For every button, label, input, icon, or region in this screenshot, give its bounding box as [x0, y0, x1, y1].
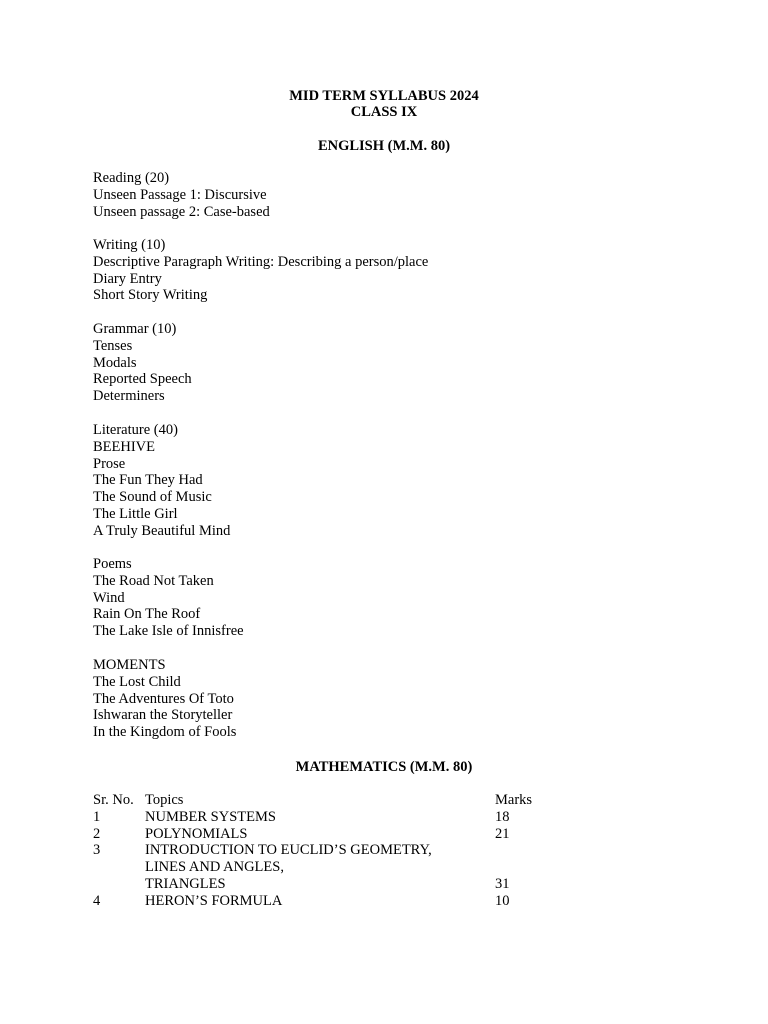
- reading-title: Reading (20): [93, 170, 170, 186]
- table-row: [93, 809, 653, 826]
- poems-section: [93, 556, 693, 640]
- row-sr-no: 3: [93, 842, 101, 859]
- column-header-marks: Marks: [495, 792, 533, 808]
- row-sr-no: 4: [93, 892, 101, 909]
- list-item: The Sound of Music: [93, 489, 212, 506]
- list-item: The Fun They Had: [93, 472, 203, 489]
- list-item: Unseen Passage 1: Discursive: [93, 186, 267, 203]
- row-marks: 31: [495, 875, 510, 892]
- table-row: [93, 842, 653, 859]
- table-row: [93, 826, 653, 843]
- grammar-section: [93, 321, 693, 405]
- list-item: Diary Entry: [93, 270, 162, 287]
- list-item: A Truly Beautiful Mind: [93, 522, 231, 539]
- row-sr-no: 2: [93, 825, 101, 842]
- moments-section: [93, 657, 693, 741]
- literature-section: [93, 422, 693, 540]
- list-item: Unseen passage 2: Case-based: [93, 203, 270, 220]
- row-topic: INTRODUCTION TO EUCLID’S GEOMETRY,: [145, 842, 432, 859]
- list-item: The Little Girl: [93, 505, 178, 522]
- english-heading: ENGLISH (M.M. 80): [317, 138, 451, 154]
- row-marks: 21: [495, 825, 510, 842]
- row-sr-no: 1: [93, 808, 101, 825]
- document-title: MID TERM SYLLABUS 2024: [289, 88, 479, 104]
- row-topic: LINES AND ANGLES,: [145, 859, 284, 876]
- grammar-title: Grammar (10): [93, 321, 177, 337]
- prose-label: Prose: [93, 455, 126, 472]
- row-topic: POLYNOMIALS: [145, 825, 248, 842]
- poems-label: Poems: [93, 556, 132, 572]
- literature-title: Literature (40): [93, 422, 178, 438]
- list-item: Determiners: [93, 388, 165, 405]
- row-topic: HERON’S FORMULA: [145, 892, 283, 909]
- table-row: [93, 893, 653, 910]
- row-topic: TRIANGLES: [145, 875, 226, 892]
- class-label: CLASS IX: [350, 104, 418, 120]
- mathematics-table: [93, 792, 653, 910]
- table-row: [93, 876, 653, 893]
- list-item: Modals: [93, 354, 137, 371]
- list-item: Wind: [93, 589, 125, 606]
- table-row: [93, 859, 653, 876]
- row-topic: NUMBER SYSTEMS: [145, 808, 276, 825]
- table-header-row: [93, 792, 653, 809]
- list-item: Reported Speech: [93, 371, 192, 388]
- list-item: The Lake Isle of Innisfree: [93, 623, 244, 640]
- list-item: Short Story Writing: [93, 287, 208, 304]
- mathematics-heading: MATHEMATICS (M.M. 80): [295, 759, 473, 775]
- writing-section: [93, 237, 693, 304]
- list-item: Tenses: [93, 337, 133, 354]
- writing-title: Writing (10): [93, 237, 166, 253]
- moments-label: MOMENTS: [93, 657, 166, 673]
- list-item: In the Kingdom of Fools: [93, 724, 237, 741]
- list-item: The Road Not Taken: [93, 572, 214, 589]
- row-marks: 10: [495, 892, 510, 909]
- book-title-beehive: BEEHIVE: [93, 438, 156, 455]
- list-item: Rain On The Roof: [93, 606, 201, 623]
- list-item: Descriptive Paragraph Writing: Describing a person/place: [93, 253, 429, 270]
- reading-section: [93, 170, 693, 220]
- row-marks: 18: [495, 808, 510, 825]
- column-header-sr-no: Sr. No.: [93, 792, 134, 808]
- column-header-topics: Topics: [145, 792, 184, 808]
- list-item: Ishwaran the Storyteller: [93, 707, 233, 724]
- list-item: The Adventures Of Toto: [93, 690, 234, 707]
- list-item: The Lost Child: [93, 673, 181, 690]
